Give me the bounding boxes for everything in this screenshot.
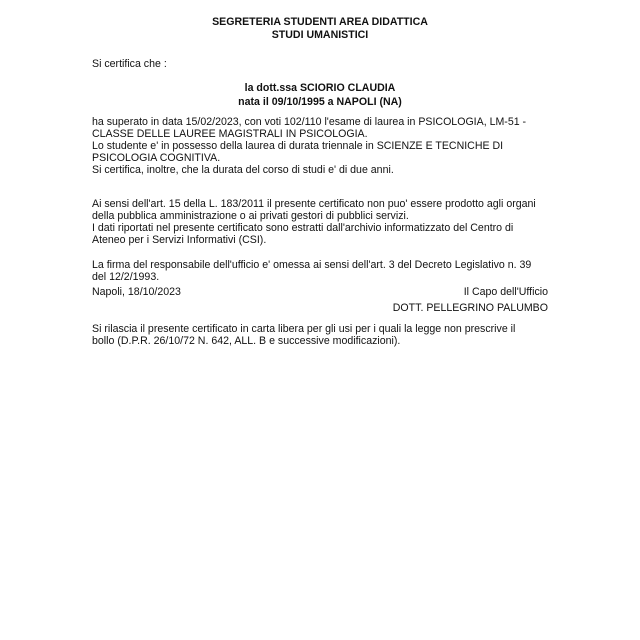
office-header-line2: STUDI UMANISTICI	[271, 29, 369, 41]
paragraph2-line: Ai sensi dell'art. 15 della L. 183/2011 il presente certificato non puo' essere prodotto agli organi	[92, 198, 536, 210]
paragraph1-line: Lo studente e' in possesso della laurea di durata triennale in SCIENZE E TECNICHE DI	[92, 140, 504, 152]
signatory-title: Il Capo dell'Ufficio	[463, 286, 548, 298]
paragraph2-line: Ateneo per i Servizi Informativi (CSI).	[92, 234, 267, 246]
signatory-name: DOTT. PELLEGRINO PALUMBO	[392, 302, 548, 314]
paragraph3-line: del 12/2/1993.	[92, 271, 160, 283]
place-date: Napoli, 18/10/2023	[92, 286, 181, 298]
paragraph1-line: CLASSE DELLE LAUREE MAGISTRALI IN PSICOLOGIA.	[92, 128, 368, 140]
subject-birth: nata il 09/10/1995 a NAPOLI (NA)	[238, 96, 402, 108]
subject-name: la dott.ssa SCIORIO CLAUDIA	[244, 82, 396, 94]
paragraph1-line: ha superato in data 15/02/2023, con voti 102/110 l'esame di laurea in PSICOLOGIA, LM-51 -	[92, 116, 527, 128]
footer-note-line: Si rilascia il presente certificato in carta libera per gli usi per i quali la legge non prescrive il	[92, 323, 516, 335]
paragraph2-line: della pubblica amministrazione o ai privati gestori di pubblici servizi.	[92, 210, 409, 222]
paragraph1-line: PSICOLOGIA COGNITIVA.	[92, 152, 221, 164]
paragraph2-line: I dati riportati nel presente certificato sono estratti dall'archivio informatizzato del Centro di	[92, 222, 514, 234]
intro-text: Si certifica che :	[92, 58, 167, 70]
paragraph3-line: La firma del responsabile dell'ufficio e' omessa ai sensi dell'art. 3 del Decreto Legislativo n. 39	[92, 259, 532, 271]
footer-note-line: bollo (D.P.R. 26/10/72 N. 642, ALL. B e successive modificazioni).	[92, 335, 401, 347]
paragraph1-line: Si certifica, inoltre, che la durata del corso di studi e' di due anni.	[92, 164, 394, 176]
office-header-line1: SEGRETERIA STUDENTI AREA DIDATTICA	[212, 16, 428, 28]
